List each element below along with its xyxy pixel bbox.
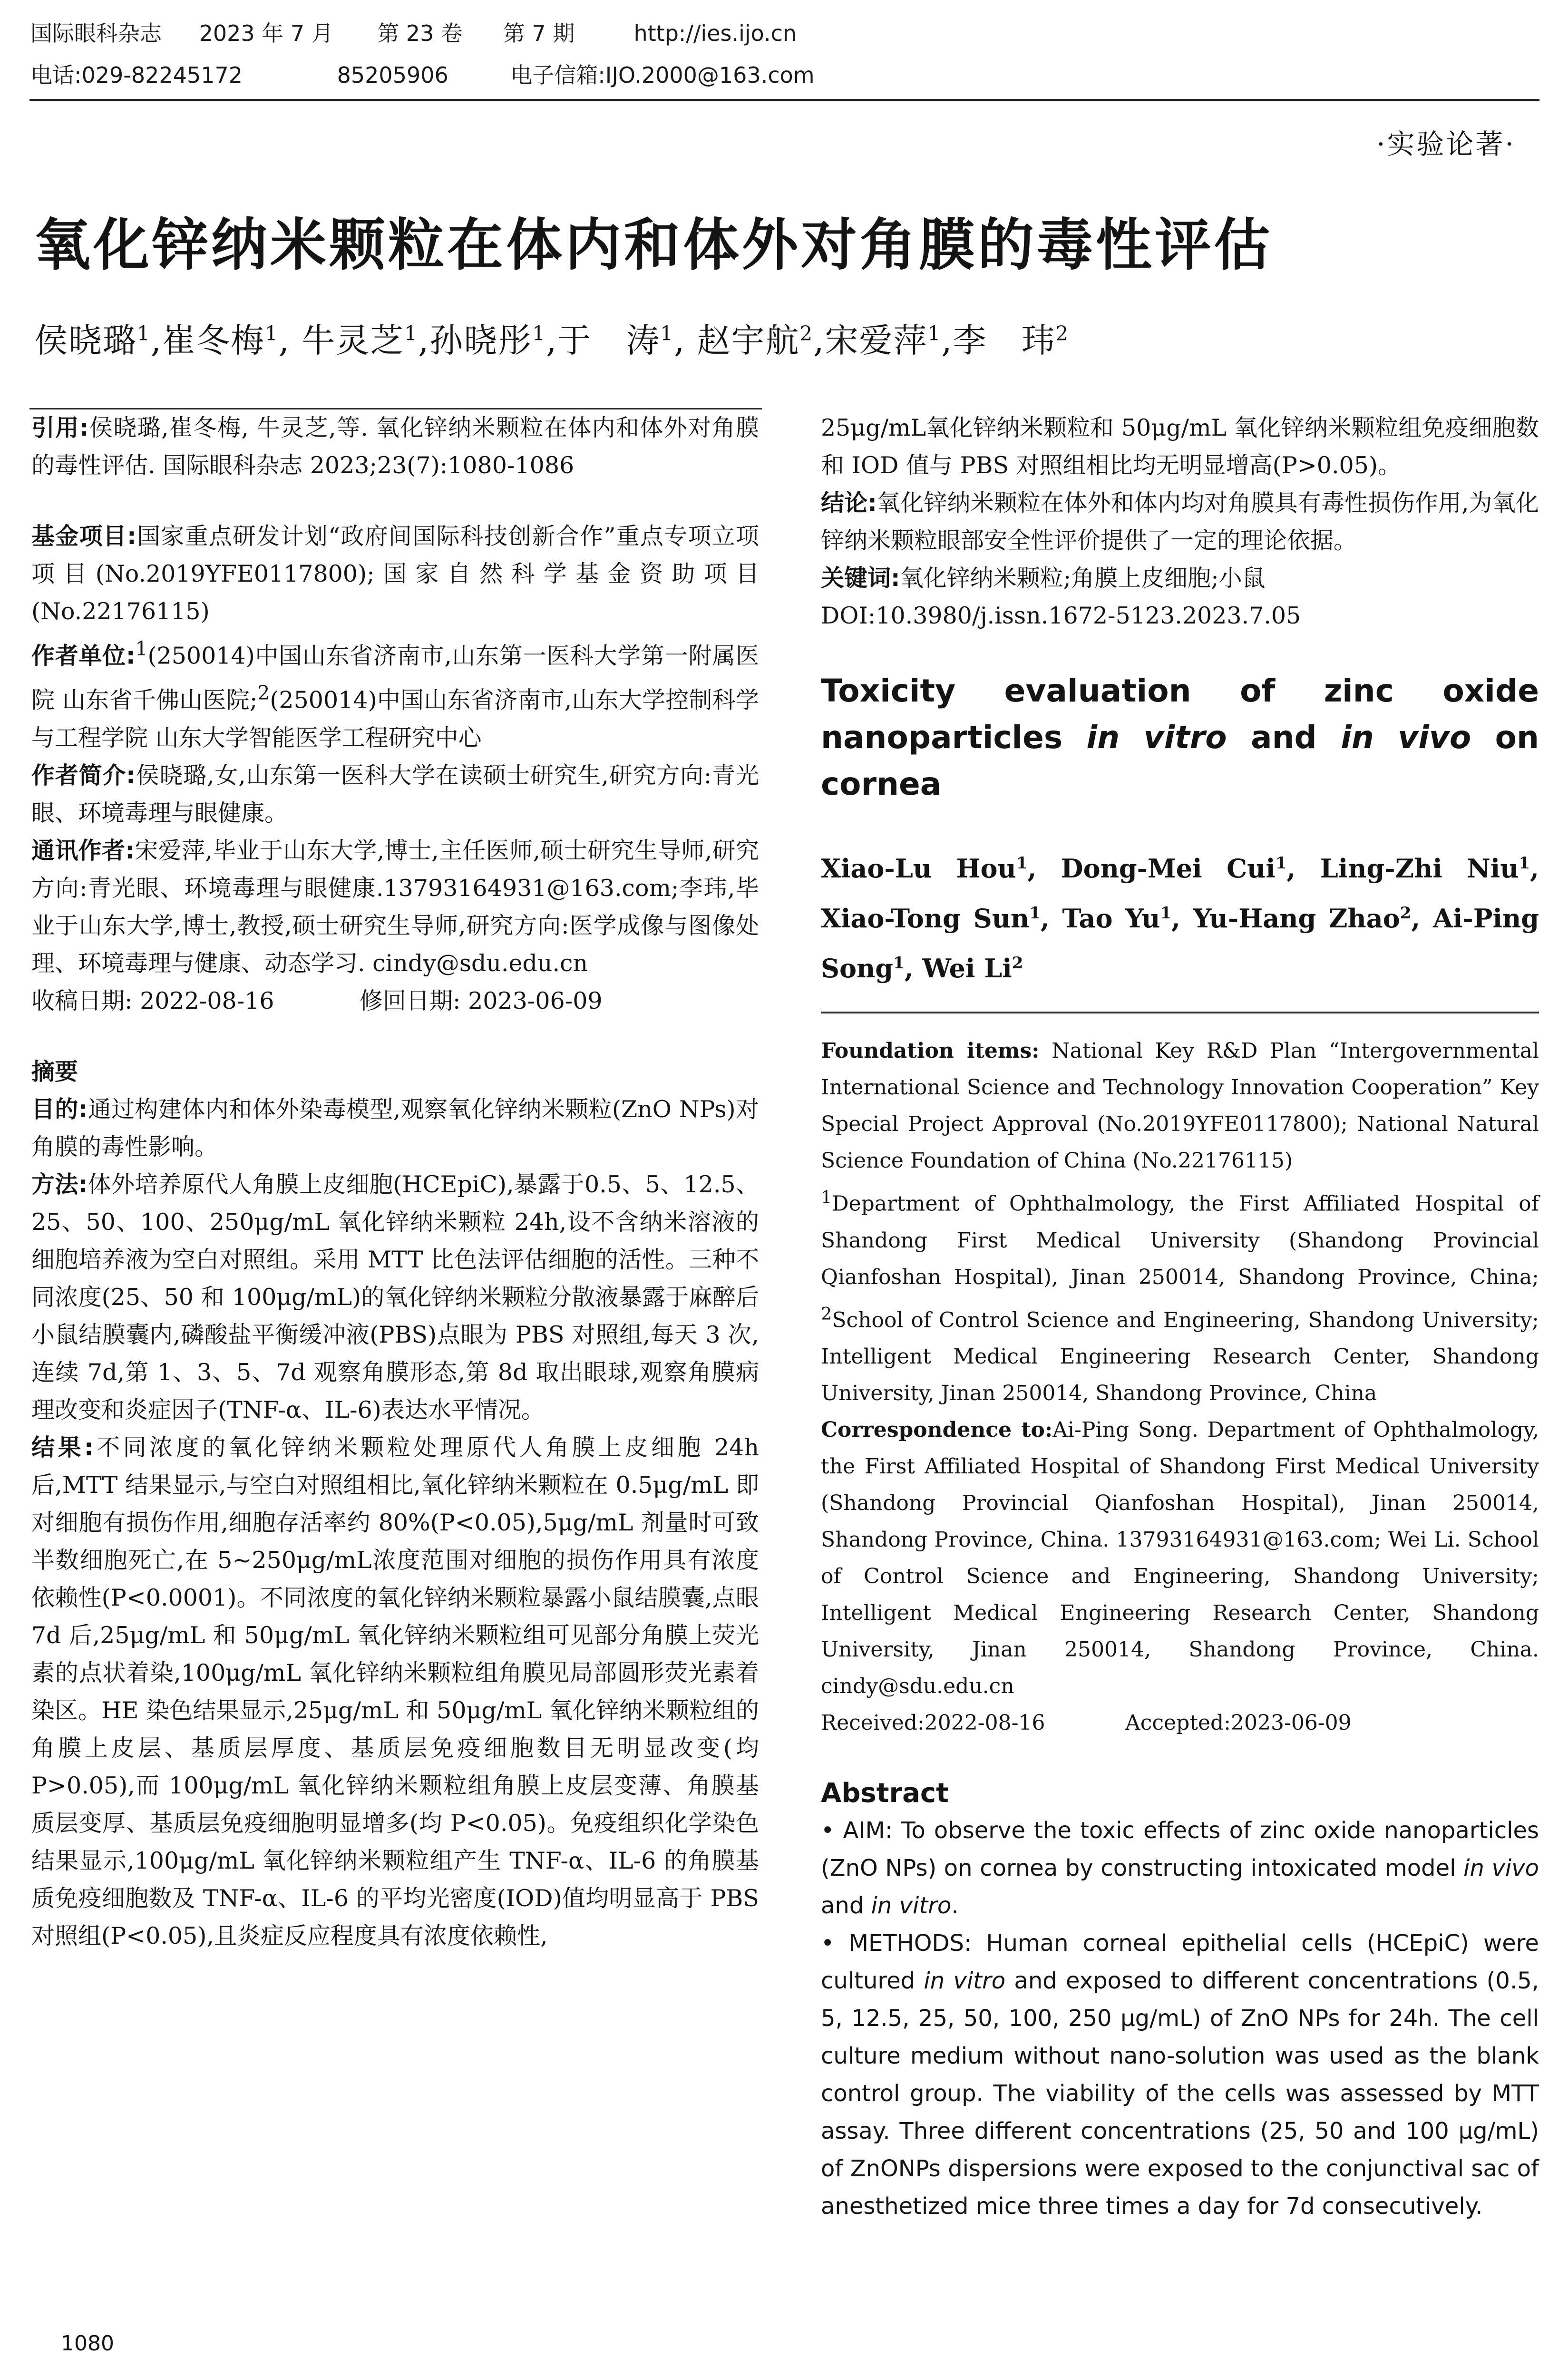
header-divider [29, 99, 1539, 101]
aff-mark: 1 [821, 1187, 832, 1208]
journal-url[interactable]: http://ies.ijo.cn [633, 20, 797, 46]
received-date: 收稿日期: 2022-08-16 [31, 987, 274, 1014]
methods-text: 体外培养原代人角膜上皮细胞(HCEpiC),暴露于0.5、5、12.5、25、50、100、250μg/mL 氧化锌纳米颗粒 24h,设不含纳米溶液的细胞培养液为空白对照组。采用 MTT 比色法评估细胞的活性。三种不同浓度(25、50 和 100μg/mL)的氧化锌纳米颗粒分散液暴露于麻醉后小鼠结膜囊内,磷酸盐平衡缓冲液(PBS)点眼为 PBS 对照组,每天 3 次,连续 7d,第 1、3、5、7d 观察角膜形态,第 8d 取出眼球,观察角膜病理改变和炎症因子(TNF-α、IL-6)表达水平情况。 [31, 1170, 759, 1423]
methods-en-text: and exposed to different concentrations (0.5, 5, 12.5, 25, 50, 100, 250 μg/mL) of ZnO NPs for 24h. The cell culture medium without nano-solution was used as the blank control group. The viability of the cells was assessed by MTT assay. Three different concentrations (25, 50 and 100 μg/mL) of ZnONPs dispersions were exposed to the conjunctival sac of anesthetized mice three times a day for 7d consecutively. [821, 1968, 1539, 2220]
methods-cn [31, 1166, 759, 1429]
article-title-cn: 氧化锌纳米颗粒在体内和体外对角膜的毒性评估 [34, 212, 1273, 278]
foundation-label: 基金项目: [31, 523, 136, 550]
aff-mark: 1 [135, 637, 148, 660]
aim-en [821, 1812, 1539, 1925]
section-tag: ·实验论著· [1376, 128, 1516, 160]
revised-date: 修回日期: 2023-06-09 [360, 987, 603, 1014]
bio-text: 侯晓璐,女,山东第一医科大学在读硕士研究生,研究方向:青光眼、环境毒理与眼健康。 [31, 761, 759, 827]
aim-en-label: • AIM: [821, 1817, 893, 1844]
dates-cn [31, 982, 759, 1020]
affiliation-1: (250014)中国山东省济南市,山东第一医科大学第一附属医院 山东省千佛山医院; [31, 642, 759, 714]
methods-label: 方法: [31, 1170, 88, 1198]
author-en: Dong-Mei Cui [1061, 853, 1276, 884]
journal-email[interactable]: 电子信箱:IJO.2000@163.com [510, 62, 815, 88]
author-list-en: Xiao-Lu Hou$^1$, Dong-Mei Cui$^1$, Ling-Zhi Niu$^1$, Xiao-Tong Sun$^1$, Tao Yu$^1$, Yu-Hang Zhao$^2$, Ai-Ping Song$^1$, Wei Li$^2$ [821, 853, 1539, 984]
results-label: 结果: [31, 1433, 94, 1461]
left-column [31, 409, 759, 1955]
correspondence-text: Ai-Ping Song. Department of Ophthalmology, the First Affiliated Hospital of Shandong First Medical University (Shandong Provincial Qianfoshan Hospital), Jinan 250014, Shandong Province, China. 13793164931@163.com; Wei Li. School of Control Science and Engineering, Shandong University; Intelligent Medical Engineering Research Center, Shandong University, Jinan 250014, Shandong Province, China. cindy@sdu.edu.cn [821, 1418, 1539, 1699]
doi[interactable]: DOI:10.3980/j.issn.1672-5123.2023.7.05 [821, 602, 1301, 629]
methods-en [821, 1925, 1539, 2225]
title-en-text: Toxicity evaluation of zinc oxide nanoparticles [821, 672, 1539, 756]
author-en: Tao Yu [1062, 903, 1160, 934]
keywords-cn [821, 559, 1539, 597]
correspondence-label: Correspondence to: [821, 1418, 1053, 1442]
author-cn: 于 涛 [557, 321, 661, 360]
affiliation-2: (250014)中国山东省济南市,山东大学控制科学与工程学院 山东大学智能医学工程研究中心 [31, 686, 759, 751]
author-en: Ling-Zhi Niu [1320, 853, 1519, 884]
author-cn: 侯晓璐 [34, 321, 137, 360]
abstract-heading-cn: 摘要 [31, 1058, 78, 1085]
corresponding-author [31, 832, 759, 982]
author-en: Xiao-Tong Sun [821, 903, 1030, 934]
author-cn: 崔冬梅 [162, 321, 265, 360]
author-en: Yu-Hang Zhao [1193, 903, 1400, 934]
author-aff-mark: 1 [927, 321, 942, 345]
results-text: 不同浓度的氧化锌纳米颗粒处理原代人角膜上皮细胞 24h 后,MTT 结果显示,与空白对照组相比,氧化锌纳米颗粒在 0.5μg/mL 即对细胞有损伤作用,细胞存活率约 80%(P<0.05),5μg/mL 剂量时可致半数细胞死亡,在 5~250μg/mL浓度范围对细胞的损伤作用具有浓度依赖性(P<0.0001)。不同浓度的氧化锌纳米颗粒暴露小鼠结膜囊,点眼 7d 后,25μg/mL 和 50μg/mL 氧化锌纳米颗粒组可见部分角膜上荧光素的点状着染,100μg/mL 氧化锌纳米颗粒组角膜见局部圆形荧光素着染区。HE 染色结果显示,25μg/mL 和 50μg/mL 氧化锌纳米颗粒组的角膜上皮层、基质层厚度、基质层免疫细胞数目无明显改变(均P>0.05),而 100μg/mL 氧化锌纳米颗粒组角膜上皮层变薄、角膜基质层变厚、基质层免疫细胞明显增多(均 P<0.05)。免疫组织化学染色结果显示,100μg/mL 氧化锌纳米颗粒组产生 TNF-α、IL-6 的角膜基质免疫细胞数及 TNF-α、IL-6 的平均光密度(IOD)值均明显高于 PBS 对照组(P<0.05),且炎症反应程度具有浓度依赖性, [31, 1433, 759, 1949]
article-title-en [821, 668, 1539, 808]
dates-en [821, 1705, 1539, 1741]
journal-header-line-2 [30, 58, 815, 89]
methods-en-label: • METHODS: [821, 1930, 972, 1957]
bio-label: 作者简介: [31, 761, 136, 789]
author-aff-mark: 1 [404, 321, 418, 345]
aim-en-italic: in vitro [871, 1892, 952, 1919]
aff-mark: 2 [821, 1303, 832, 1324]
author-list-cn: 侯晓璐$^1$,崔冬梅$^1$, 牛灵芝$^1$,孙晓彤$^1$,于 涛$^1$, 赵宇航$^2$,宋爱萍$^1$,李 玮$^2$ [34, 321, 1070, 360]
methods-en-italic: in vitro [924, 1968, 1006, 1995]
aim-en-text: . [951, 1892, 959, 1919]
corr-text: 宋爱萍,毕业于山东大学,博士,主任医师,硕士研究生导师,研究方向:青光眼、环境毒理与眼健康.13793164931@163.com;李玮,毕业于山东大学,博士,教授,硕士研究生导师,研究方向:医学成像与图像处理、环境毒理与健康、动态学习. cindy@sdu.edu.cn [31, 837, 759, 977]
citation-text: 侯晓璐,崔冬梅, 牛灵芝,等. 氧化锌纳米颗粒在体内和体外对角膜的毒性评估. 国际眼科杂志 2023;23(7):1080-1086 [31, 414, 759, 479]
conclusion-cn [821, 484, 1539, 559]
author-aff-mark: 2 [1400, 904, 1412, 923]
foundation-en-label: Foundation items: [821, 1039, 1040, 1063]
author-en: Ai-Ping Song [821, 903, 1539, 984]
right-column [821, 409, 1539, 2225]
author-aff-mark: 1 [532, 321, 546, 345]
volume: 第 23 卷 [377, 20, 463, 46]
author-aff-mark: 1 [1016, 854, 1028, 873]
author-aff-mark: 2 [1012, 954, 1023, 973]
keywords-text: 氧化锌纳米颗粒;角膜上皮细胞;小鼠 [900, 565, 1266, 592]
author-aff-mark: 1 [1275, 854, 1287, 873]
author-cn: 赵宇航 [697, 321, 800, 360]
affiliation-en-1: Department of Ophthalmology, the First Affiliated Hospital of Shandong First Medical University (Shandong Provincial Qianfoshan Hospital), Jinan 250014, Shandong Province, China; [821, 1191, 1539, 1289]
english-front-matter [821, 1033, 1539, 1741]
foundation-en [821, 1033, 1539, 1179]
title-en-italic: in vivo [1341, 719, 1471, 756]
conclusion-text: 氧化锌纳米颗粒在体外和体内均对角膜具有毒性损伤作用,为氧化锌纳米颗粒眼部安全性评价提供了一定的理论依据。 [821, 489, 1539, 554]
author-aff-mark: 1 [893, 954, 905, 973]
results-cn-continued: 25μg/mL氧化锌纳米颗粒和 50μg/mL 氧化锌纳米颗粒组免疫细胞数和 IOD 值与 PBS 对照组相比均无明显增高(P>0.05)。 [821, 414, 1539, 479]
correspondence-en [821, 1412, 1539, 1705]
phone: 电话:029-82245172 [30, 62, 243, 88]
methods-en-text: Human corneal epithelial cells (HCEpiC) were cultured [821, 1930, 1539, 1995]
aff-mark: 2 [257, 682, 270, 705]
aim-label: 目的: [31, 1095, 88, 1123]
author-aff-mark: 2 [1055, 321, 1070, 345]
conclusion-label: 结论: [821, 489, 877, 516]
affiliation-en-2: School of Control Science and Engineering, Shandong University; Intelligent Medical Engineering Research Center, Shandong University, Jinan 250014, Shandong Province, China [821, 1308, 1539, 1406]
author-aff-mark: 1 [660, 321, 674, 345]
foundation [31, 517, 759, 630]
received-date-en: Received:2022-08-16 [821, 1711, 1045, 1735]
journal-name: 国际眼科杂志 [30, 20, 162, 46]
title-en-text: on cornea [821, 719, 1539, 802]
author-cn: 牛灵芝 [302, 321, 405, 360]
affiliation-en [821, 1179, 1539, 1412]
title-en-text: and [1227, 719, 1341, 756]
aim-en-text: To observe the toxic effects of zinc oxide nanoparticles (ZnO NPs) on cornea by constructing intoxicated model [821, 1817, 1539, 1882]
results-cn [31, 1429, 759, 1955]
author-aff-mark: 1 [1160, 904, 1172, 923]
foundation-text: 国家重点研发计划“政府间国际科技创新合作”重点专项立项项目(No.2019YFE0117800);国家自然科学基金资助项目(No.22176115) [31, 523, 759, 625]
affiliation [31, 630, 759, 757]
page-number: 1080 [61, 2331, 114, 2356]
citation-label: 引用: [31, 414, 89, 441]
author-aff-mark: 2 [799, 321, 814, 345]
right-column-rule [821, 1012, 1539, 1013]
aim-text: 通过构建体内和体外染毒模型,观察氧化锌纳米颗粒(ZnO NPs)对角膜的毒性影响。 [31, 1095, 759, 1160]
author-cn: 孙晓彤 [429, 321, 533, 360]
author-aff-mark: 1 [137, 321, 151, 345]
author-en: Xiao-Lu Hou [821, 853, 1016, 884]
accepted-date-en: Accepted:2023-06-09 [1125, 1711, 1352, 1735]
author-aff-mark: 1 [1029, 904, 1041, 923]
title-en-italic: in vitro [1086, 719, 1227, 756]
abstract-en [821, 1812, 1539, 2225]
author-bio [31, 757, 759, 832]
issue: 第 7 期 [503, 20, 575, 46]
abstract-heading-en: Abstract [821, 1778, 949, 1809]
corr-label: 通讯作者: [31, 837, 135, 864]
author-aff-mark: 1 [1519, 854, 1530, 873]
journal-header-line-1 [30, 16, 797, 48]
author-cn: 宋爱萍 [825, 321, 928, 360]
foundation-en-text: National Key R&D Plan “Intergovernmental International Science and Technology Innovation Cooperation” Key Special Project Approval (No.2019YFE0117800); National Natural Science Foundation of China (No.22176115) [821, 1039, 1539, 1173]
citation [31, 409, 759, 484]
aim-cn [31, 1091, 759, 1166]
keywords-label: 关键词: [821, 565, 900, 592]
issue-date: 2023 年 7 月 [199, 20, 333, 46]
affiliation-label: 作者单位: [31, 642, 136, 670]
author-en: Wei Li [922, 953, 1012, 984]
author-aff-mark: 1 [265, 321, 279, 345]
aim-en-text: and [821, 1892, 871, 1919]
aim-en-italic: in vivo [1463, 1855, 1539, 1882]
author-cn: 李 玮 [953, 321, 1056, 360]
phone-2: 85205906 [337, 62, 448, 88]
